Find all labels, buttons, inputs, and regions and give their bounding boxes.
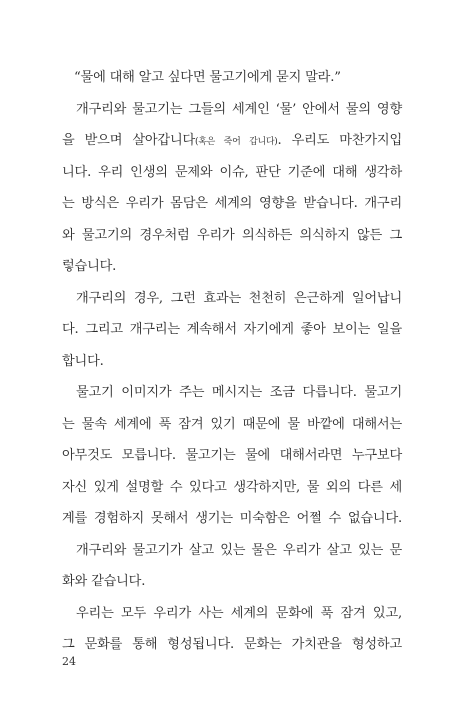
line-text: . 우리도 마찬가지입 <box>277 133 403 148</box>
paragraph-line: 렇습니다. <box>62 259 117 274</box>
line-text: 을 받으며 살아갑니다 <box>62 133 196 148</box>
paragraph-line: 개구리의 경우, 그런 효과는 천천히 은근하게 일어납니 <box>76 290 402 306</box>
page-number: 24 <box>62 655 76 668</box>
paragraph-line: 는 방식은 우리가 몸담은 세계의 영향을 받습니다. 개구리 <box>62 196 402 211</box>
paragraph-line: 개구리와 물고기가 살고 있는 물은 우리가 살고 있는 문 <box>76 542 402 558</box>
body-text <box>62 62 402 661</box>
paragraph-line <box>62 125 402 157</box>
paragraph-line: 화와 같습니다. <box>62 574 146 589</box>
paragraph-line: 합니다. <box>62 353 104 369</box>
paragraph-line: 는 물속 세계에 푹 잠겨 있기 때문에 물 바깥에 대해서는 <box>62 416 402 432</box>
paragraph-line: 그 문화를 통해 형성됩니다. 문화는 가치관을 형성하고 <box>62 637 402 652</box>
quote-line: “물에 대해 알고 싶다면 물고기에게 묻지 말라.” <box>74 70 341 85</box>
paragraph-line: 개구리와 물고기는 그들의 세계인 ‘물’ 안에서 물의 영향 <box>76 101 402 117</box>
paragraph-line: 계를 경험하지 못해서 생기는 미숙함은 어쩔 수 없습니다. <box>62 511 402 526</box>
paragraph-line: 다. 그리고 개구리는 계속해서 자기에게 좋아 보이는 일을 <box>62 322 402 337</box>
paragraph-line: 와 물고기의 경우처럼 우리가 의식하든 의식하지 않든 그 <box>62 227 402 243</box>
parenthetical-note: (혹은 죽어 갑니다) <box>195 137 278 147</box>
paragraph-line: 자신 있게 설명할 수 있다고 생각하지만, 물 외의 다른 세 <box>62 479 402 495</box>
paragraph-line: 니다. 우리 인생의 문제와 이슈, 판단 기준에 대해 생각하 <box>62 164 402 180</box>
paragraph-line: 아무것도 모릅니다. 물고기는 물에 대해서라면 누구보다 <box>62 448 402 463</box>
paragraph-line: 우리는 모두 우리가 사는 세계의 문화에 푹 잠겨 있고, <box>76 605 402 621</box>
paragraph-line: 물고기 이미지가 주는 메시지는 조금 다릅니다. 물고기 <box>76 385 402 400</box>
